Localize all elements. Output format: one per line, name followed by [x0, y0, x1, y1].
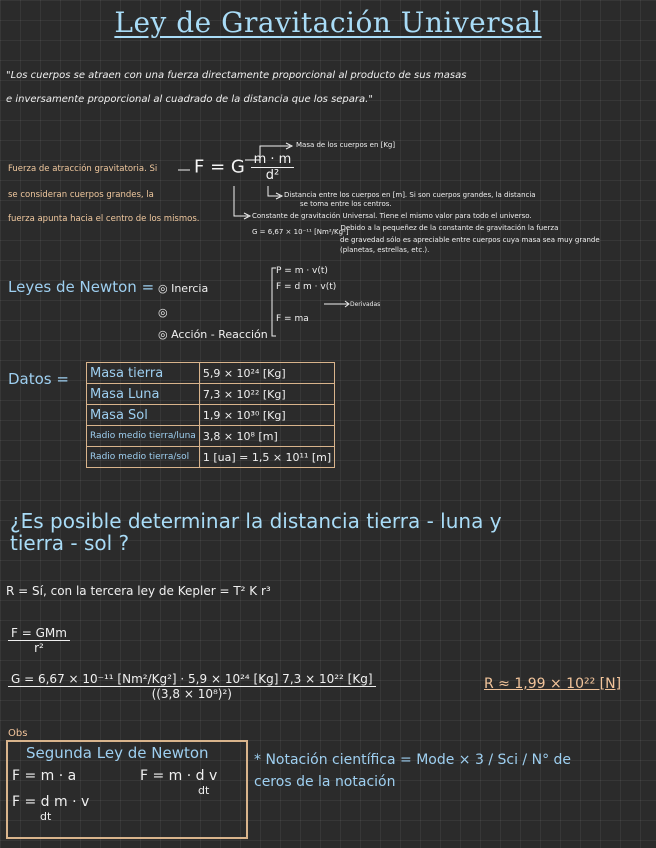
datos-label: Masa Sol: [87, 405, 200, 426]
note-constante-3: de gravedad sólo es apreciable entre cuerpos cuya masa sea muy grande: [340, 236, 600, 244]
left-note-2: se consideran cuerpos grandes, la: [8, 190, 154, 200]
datos-value: 7,3 × 10²² [Kg]: [199, 384, 334, 405]
table-row: [87, 384, 335, 405]
obs-eq-3-text: F = m · d v: [140, 768, 218, 784]
datos-value: 1 [ua] = 1,5 × 10¹¹ [m]: [199, 447, 334, 468]
datos-label: Masa Luna: [87, 384, 200, 405]
result-value: R ≈ 1,99 × 10²² [N]: [484, 676, 622, 692]
formula-denominator: d²: [265, 168, 280, 183]
newton-item-inercia: ◎ Inercia: [158, 282, 209, 295]
obs-eq-2-den: dt: [40, 810, 52, 823]
obs-eq-2: [12, 794, 89, 823]
datos-label: Radio medio tierra/sol: [87, 447, 200, 468]
newton-formula-2: F = d m · v(t): [276, 282, 337, 292]
force-numerator: F = GMm: [8, 626, 70, 641]
g-calculation: [8, 672, 376, 701]
formula-numerator: m · m: [251, 152, 295, 168]
datos-heading: Datos =: [8, 370, 69, 388]
obs-label: Obs: [8, 728, 28, 739]
table-row: [87, 447, 335, 468]
question-line-2: tierra - sol ?: [10, 531, 130, 555]
datos-table: [86, 362, 335, 468]
obs-eq-3-den: dt: [198, 784, 210, 797]
note-distancia-1: Distancia entre los cuerpos en [m]. Si son cuerpos grandes, la distancia: [284, 191, 536, 199]
note-constante-2: . Debido a la pequeñez de la constante de gravitación la fuerza: [336, 224, 559, 232]
note-masas: Masa de los cuerpos en [Kg]: [296, 141, 396, 149]
datos-value: 1,9 × 10³⁰ [Kg]: [199, 405, 334, 426]
note-distancia-2: se toma entre los centros.: [300, 200, 392, 208]
page-title: Ley de Gravitación Universal: [114, 6, 542, 39]
formula-arrows: [0, 0, 656, 260]
left-note-3: fuerza apunta hacia el centro de los mismos.: [8, 214, 200, 224]
note-constante-4: (planetas, estrellas, etc.).: [340, 246, 430, 254]
table-row: [87, 426, 335, 447]
left-note-1: Fuerza de atracción gravitatoria. Si: [8, 164, 158, 174]
note-constante-value: G = 6,67 × 10⁻¹¹ [Nm²/Kg²]: [252, 228, 349, 236]
table-row: [87, 363, 335, 384]
notation-note-2: ceros de la notación: [254, 774, 396, 790]
datos-value: 3,8 × 10⁸ [m]: [199, 426, 334, 447]
newton-item-accion: ◎ Acción - Reacción: [158, 328, 268, 341]
force-denominator: r²: [34, 641, 44, 655]
newton-formula-3: F = ma: [276, 314, 309, 324]
force-formula: [8, 626, 70, 655]
table-row: [87, 405, 335, 426]
question-line-1: ¿Es posible determinar la distancia tierra - luna y: [10, 509, 502, 533]
obs-eq-3: [140, 768, 217, 797]
datos-label: Masa tierra: [87, 363, 200, 384]
newton-formula-1: P = m · v(t): [276, 266, 328, 276]
quote-line-1: "Los cuerpos se atraen con una fuerza directamente proporcional al producto de sus masas: [6, 70, 467, 81]
formula-lhs: F = G: [194, 156, 245, 178]
datos-table-wrap: [86, 362, 335, 468]
quote-line-2: e inversamente proporcional al cuadrado de la distancia que los separa.": [6, 94, 373, 105]
datos-label: Radio medio tierra/luna: [87, 426, 200, 447]
derivadas-label: Derivadas: [350, 301, 381, 308]
answer-kepler: R = Sí, con la tercera ley de Kepler = T² K r³: [6, 584, 271, 598]
newton-item-2: ◎: [158, 306, 168, 319]
obs-eq-1: F = m · a: [12, 768, 77, 784]
notation-note-1: * Notación científica = Mode × 3 / Sci / N° de: [254, 752, 572, 768]
note-constante-1: Constante de gravitación Universal. Tiene el mismo valor para todo el universo.: [252, 212, 532, 220]
newton-heading: Leyes de Newton =: [8, 278, 155, 296]
obs-box-title: Segunda Ley de Newton: [26, 744, 209, 762]
datos-value: 5,9 × 10²⁴ [Kg]: [199, 363, 334, 384]
g-line: G = 6,67 × 10⁻¹¹ [Nm²/Kg²] · 5,9 × 10²⁴ [Kg] 7,3 × 10²² [Kg]: [8, 672, 376, 687]
obs-eq-2-text: F = d m · v: [12, 794, 90, 810]
g-denominator: ((3,8 × 10⁸)²): [151, 687, 232, 701]
